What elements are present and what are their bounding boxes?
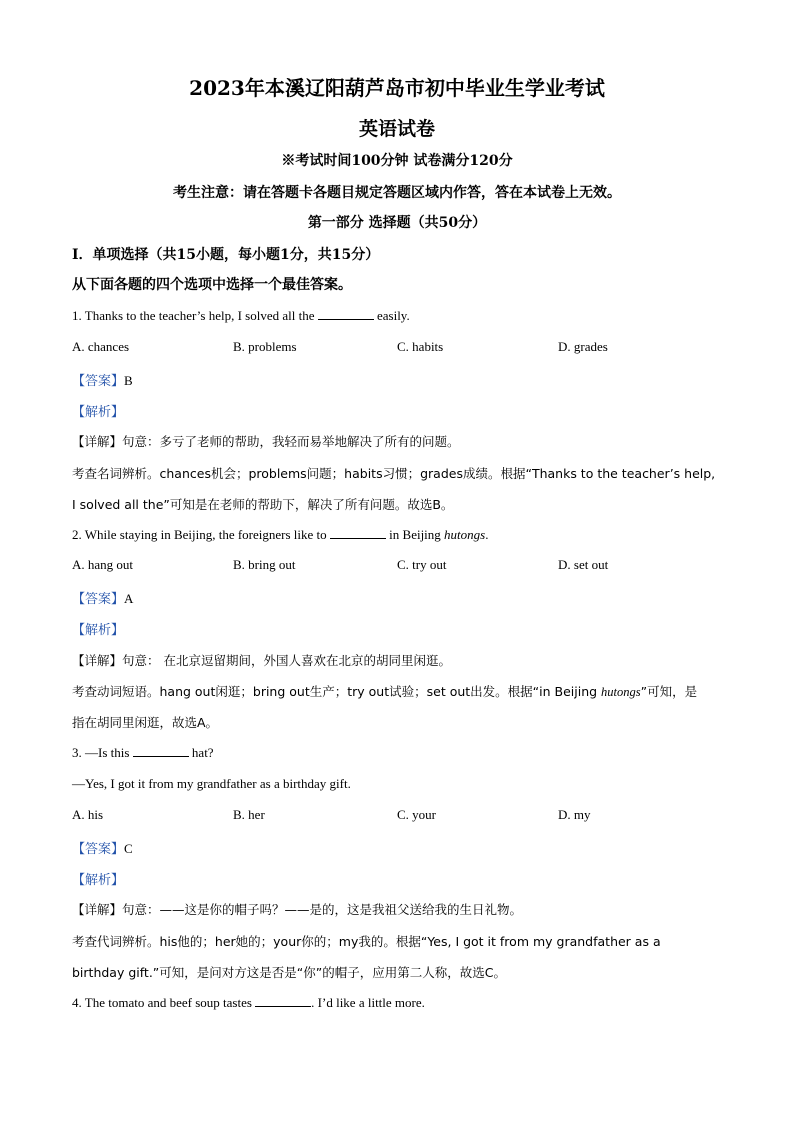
question-2-explain-2: 指在胡同里闲逛，故选A。 — [72, 715, 219, 730]
bracket: 【 — [72, 623, 86, 638]
bracket: 】 — [111, 592, 125, 607]
explain-part: ”可知，是 — [640, 684, 698, 699]
analysis-label: 解析 — [85, 405, 112, 420]
bracket: 】 — [109, 653, 123, 668]
bracket: 【 — [72, 374, 86, 389]
explain-part: 考查动词短语。hang out闲逛；bring out生产；try out试验；set out出发。根据“in Beijing — [72, 684, 598, 699]
question-3-option-a: A. his — [72, 807, 104, 822]
bracket: 【 — [72, 873, 86, 888]
question-4-stem-part: 4. The tomato and beef soup tastes — [72, 995, 252, 1010]
section-heading: Ⅰ．单项选择（共15小题，每小题1分，共15分） — [72, 247, 380, 263]
question-3-detail — [72, 900, 522, 918]
bracket: 【 — [72, 405, 86, 420]
question-2-option-b: B. bring out — [233, 557, 296, 572]
exam-notice: 考生注意：请在答题卡各题目规定答题区域内作答，答在本试卷上无效。 — [173, 185, 621, 201]
detail-label: 详解 — [84, 653, 110, 668]
bracket: 】 — [111, 374, 125, 389]
question-2-answer — [72, 588, 133, 607]
exam-title: 2023年本溪辽阳葫芦岛市初中毕业生学业考试 — [189, 76, 605, 100]
answer-label: 答案 — [85, 592, 112, 607]
bracket: 】 — [109, 902, 123, 917]
answer-label: 答案 — [85, 842, 112, 857]
question-4-stem-part: . I’d like a little more. — [311, 995, 425, 1010]
bracket: 【 — [72, 842, 86, 857]
question-2-stem-part: in Beijing — [389, 527, 441, 542]
question-1-explain-1: 考查名词辨析。chances机会；problems问题；habits习惯；grades成绩。根据“Thanks to the teacher’s help, — [72, 466, 716, 481]
question-2-stem-part: . — [485, 527, 489, 542]
question-1-analysis — [72, 401, 124, 420]
explain-italic: hutongs — [601, 685, 641, 699]
answer-blank — [255, 994, 311, 1007]
question-2-option-c: C. try out — [397, 557, 447, 572]
question-3-stem-part: hat? — [191, 745, 214, 760]
answer-value: A — [124, 591, 134, 606]
analysis-label: 解析 — [85, 623, 112, 638]
detail-label: 详解 — [84, 434, 110, 449]
answer-value: C — [124, 841, 133, 856]
question-3-stem — [72, 744, 214, 761]
analysis-label: 解析 — [85, 873, 112, 888]
question-2-option-d: D. set out — [558, 557, 609, 572]
answer-blank — [133, 744, 189, 757]
question-2-analysis — [72, 619, 124, 638]
question-1-stem-part: easily. — [376, 308, 410, 323]
question-2-stem — [72, 526, 488, 543]
bracket: 【 — [72, 434, 85, 449]
question-3-answer — [72, 838, 133, 857]
question-1-option-a: A. chances — [72, 339, 130, 354]
part-heading: 第一部分 选择题（共50分） — [307, 215, 487, 231]
question-1-detail — [72, 432, 460, 450]
bracket: 】 — [111, 842, 125, 857]
bracket: 】 — [111, 623, 125, 638]
bracket: 】 — [109, 434, 123, 449]
detail-text: 句意： 在北京逗留期间，外国人喜欢在北京的胡同里闲逛。 — [122, 653, 452, 668]
question-3-explain-1: 考查代词辨析。his他的；her她的；your你的；my我的。根据“Yes, I got it from my grandfather as a — [72, 934, 661, 949]
question-3-explain-2: birthday gift.”可知，是问对方这是否是“你”的帽子，应用第二人称，故选C。 — [72, 965, 506, 980]
question-2-option-a: A. hang out — [72, 557, 134, 572]
answer-blank — [318, 307, 374, 320]
question-3-stem-part: 3. —Is this — [72, 745, 130, 760]
question-2-explain-1 — [72, 682, 697, 700]
bracket: 】 — [111, 405, 125, 420]
question-2-stem-italic: hutongs — [444, 527, 486, 542]
detail-text: 句意：多亏了老师的帮助，我轻而易举地解决了所有的问题。 — [122, 434, 460, 449]
bracket: 【 — [72, 592, 86, 607]
detail-text: 句意：——这是你的帽子吗？——是的，这是我祖父送给我的生日礼物。 — [122, 902, 523, 917]
question-4-stem — [72, 994, 425, 1011]
bracket: 【 — [72, 902, 85, 917]
question-1-stem-part: 1. Thanks to the teacher’s help, I solved all the — [72, 308, 315, 323]
question-1-stem — [72, 307, 410, 324]
exam-subtitle: 英语试卷 — [358, 118, 435, 140]
question-1-option-c: C. habits — [397, 339, 444, 354]
exam-time-note: ※考试时间100分钟 试卷满分120分 — [281, 153, 513, 169]
question-3-reply: —Yes, I got it from my grandfather as a birthday gift. — [72, 776, 351, 791]
question-3-analysis — [72, 869, 124, 888]
bracket: 】 — [111, 873, 125, 888]
question-1-answer — [72, 370, 133, 389]
question-1-option-d: D. grades — [558, 339, 608, 354]
question-1-option-b: B. problems — [233, 339, 297, 354]
question-1-explain-2: I solved all the”可知是在老师的帮助下，解决了所有问题。故选B。 — [72, 497, 454, 512]
bracket: 【 — [72, 653, 85, 668]
answer-blank — [330, 526, 386, 539]
question-2-detail — [72, 651, 451, 669]
question-3-option-d: D. my — [558, 807, 591, 822]
answer-value: B — [124, 373, 133, 388]
section-instruction: 从下面各题的四个选项中选择一个最佳答案。 — [72, 277, 352, 293]
question-3-option-c: C. your — [397, 807, 436, 822]
question-2-stem-part: 2. While staying in Beijing, the foreigners like to — [72, 527, 327, 542]
detail-label: 详解 — [84, 902, 110, 917]
question-3-option-b: B. her — [233, 807, 265, 822]
answer-label: 答案 — [85, 374, 112, 389]
